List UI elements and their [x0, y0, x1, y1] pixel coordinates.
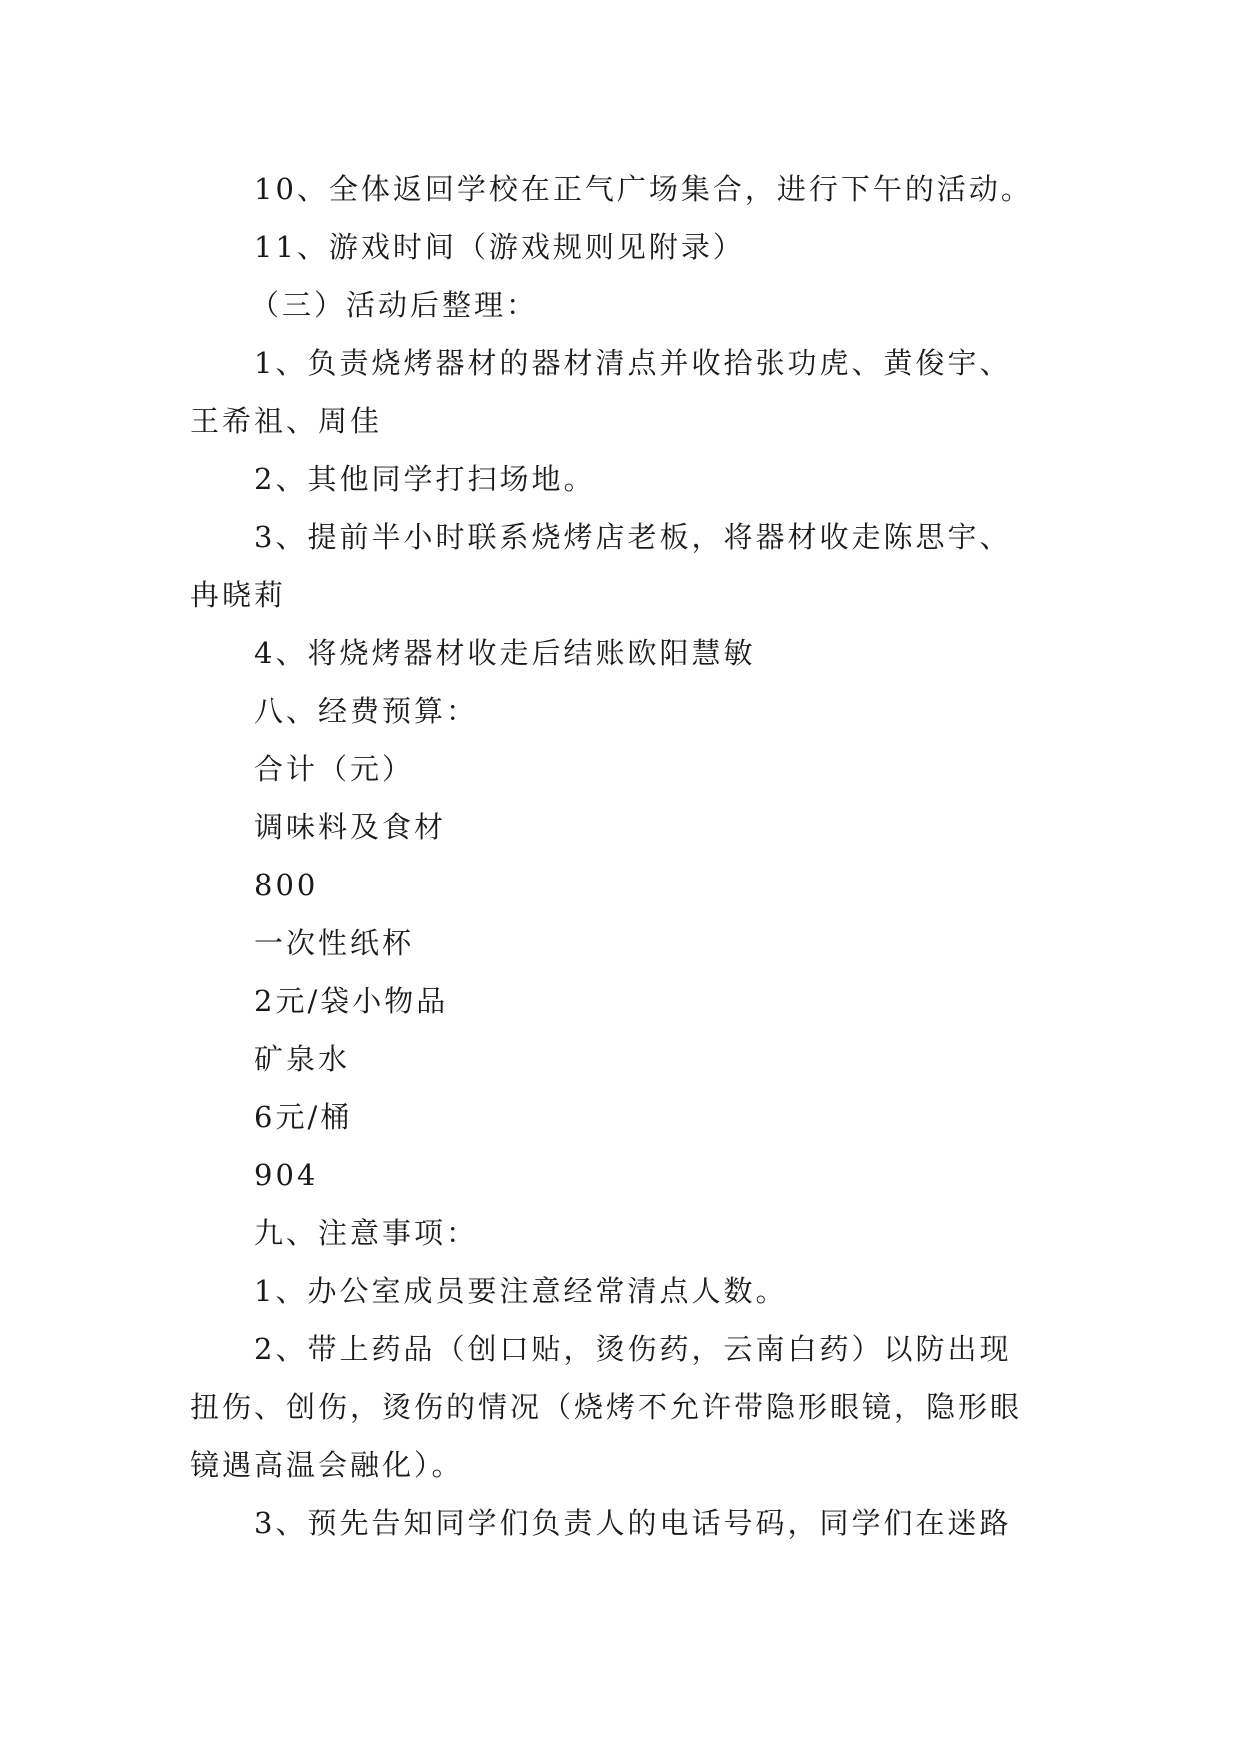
text-line: 扭伤、创伤，烫伤的情况（烧烤不允许带隐形眼镜，隐形眼 — [190, 1390, 1023, 1424]
text-line: 3、提前半小时联系烧烤店老板，将器材收走陈思宇、 — [254, 520, 1012, 554]
text-line: 镜遇高温会融化）。 — [190, 1448, 464, 1482]
text-line: 3、预先告知同学们负责人的电话号码，同学们在迷路 — [254, 1506, 1012, 1540]
budget-value: 904 — [254, 1158, 319, 1192]
section-heading: 九、注意事项： — [254, 1216, 479, 1250]
budget-item: 2元/袋小物品 — [254, 984, 449, 1018]
budget-item: 6元/桶 — [254, 1100, 353, 1134]
text-line: 2、带上药品（创口贴，烫伤药，云南白药）以防出现 — [254, 1332, 1012, 1366]
budget-item: 合计（元） — [254, 752, 415, 786]
budget-value: 800 — [254, 868, 319, 902]
text-line: 2、其他同学打扫场地。 — [254, 462, 596, 496]
text-line: 4、将烧烤器材收走后结账欧阳慧敏 — [254, 636, 756, 670]
text-line: 1、负责烧烤器材的器材清点并收拾张功虎、黄俊宇、 — [254, 346, 1012, 380]
text-line: 11、游戏时间（游戏规则见附录） — [254, 230, 745, 264]
budget-item: 矿泉水 — [254, 1042, 351, 1076]
text-line: 王希祖、周佳 — [190, 404, 383, 438]
section-heading: （三）活动后整理： — [250, 288, 539, 322]
budget-item: 调味料及食材 — [254, 810, 447, 844]
section-heading: 八、经费预算： — [254, 694, 479, 728]
budget-item: 一次性纸杯 — [254, 926, 415, 960]
text-line: 冉晓莉 — [190, 578, 287, 612]
text-line: 1、办公室成员要注意经常清点人数。 — [254, 1274, 788, 1308]
document-body — [190, 160, 1050, 1552]
text-line: 10、全体返回学校在正气广场集合，进行下午的活动。 — [254, 172, 1033, 206]
